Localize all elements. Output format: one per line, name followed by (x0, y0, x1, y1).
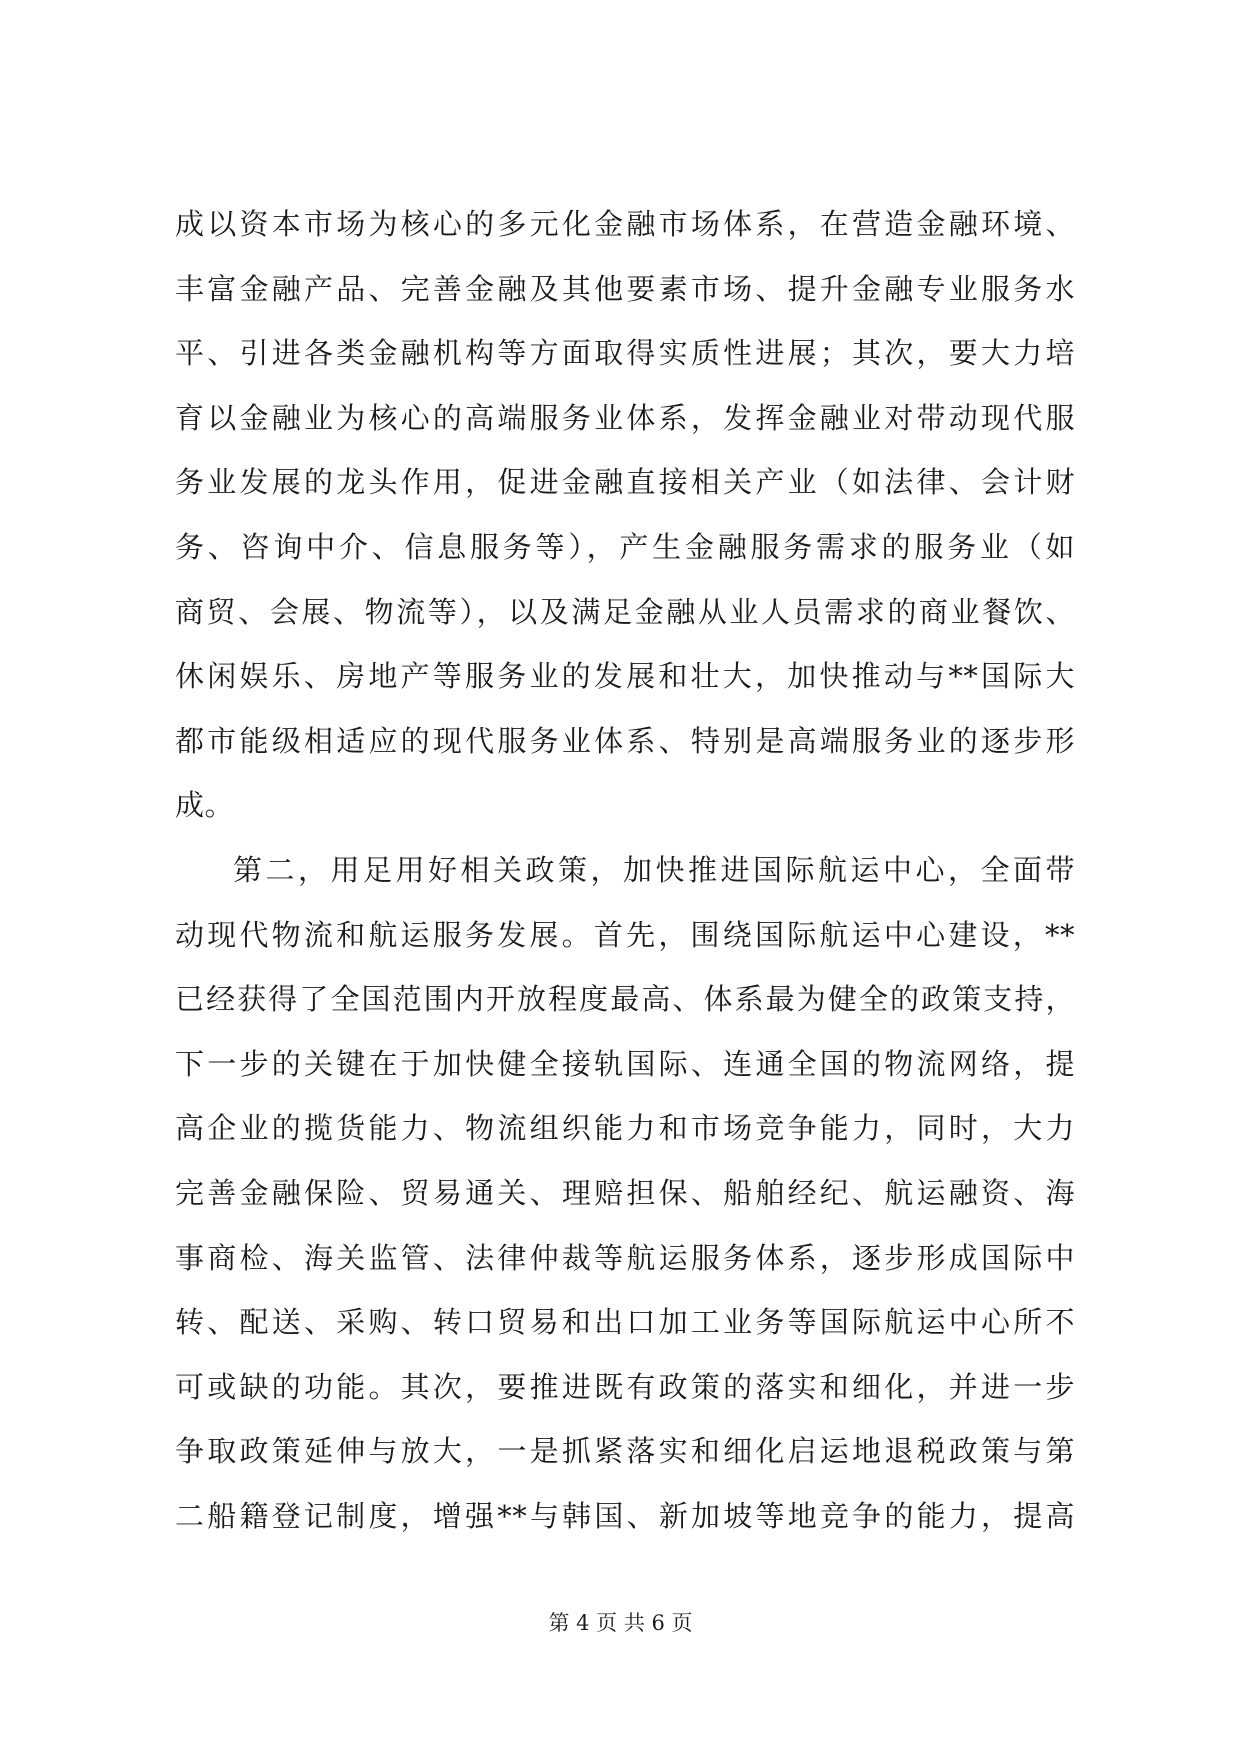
text-line: 务业发展的龙头作用，促进金融直接相关产业（如法律、会计财 (175, 465, 1075, 500)
text-line: 事商检、海关监管、法律仲裁等航运服务体系，逐步形成国际中 (175, 1240, 1075, 1275)
text-line: 平、引进各类金融机构等方面取得实质性进展；其次，要大力培 (175, 336, 1075, 371)
text-line: 务、咨询中介、信息服务等），产生金融服务需求的服务业（如 (175, 529, 1075, 564)
text-line: 转、配送、采购、转口贸易和出口加工业务等国际航运中心所不 (175, 1305, 1075, 1340)
text-line: 争取政策延伸与放大，一是抓紧落实和细化启运地退税政策与第 (175, 1434, 1075, 1469)
document-body (175, 192, 1075, 1548)
text-line: 成以资本市场为核心的多元化金融市场体系，在营造金融环境、 (175, 207, 1075, 241)
text-line: 丰富金融产品、完善金融及其他要素市场、提升金融专业服务水 (175, 271, 1075, 306)
text-line: 已经获得了全国范围内开放程度最高、体系最为健全的政策支持， (175, 982, 1075, 1017)
text-line: 商贸、会展、物流等），以及满足金融从业人员需求的商业餐饮、 (175, 594, 1075, 629)
page-footer: 第 4 页 共 6 页 (548, 1611, 693, 1635)
text-line: 可或缺的功能。其次，要推进既有政策的落实和细化，并进一步 (175, 1369, 1075, 1404)
text-line-paragraph-start: 第二，用足用好相关政策，加快推进国际航运中心，全面带 (233, 852, 1075, 887)
text-line: 动现代物流和航运服务发展。首先，围绕国际航运中心建设，** (175, 917, 1075, 952)
text-line: 下一步的关键在于加快健全接轨国际、连通全国的物流网络，提 (175, 1046, 1075, 1081)
text-line: 休闲娱乐、房地产等服务业的发展和壮大，加快推动与**国际大 (175, 659, 1075, 694)
text-line: 二船籍登记制度，增强**与韩国、新加坡等地竞争的能力，提高 (175, 1498, 1075, 1533)
text-line: 育以金融业为核心的高端服务业体系，发挥金融业对带动现代服 (175, 400, 1075, 435)
text-line-paragraph-end: 成。 (175, 788, 235, 823)
text-line: 高企业的揽货能力、物流组织能力和市场竞争能力，同时，大力 (175, 1111, 1075, 1146)
text-line: 都市能级相适应的现代服务业体系、特别是高端服务业的逐步形 (175, 723, 1075, 758)
text-line: 完善金融保险、贸易通关、理赔担保、船舶经纪、航运融资、海 (175, 1175, 1075, 1210)
